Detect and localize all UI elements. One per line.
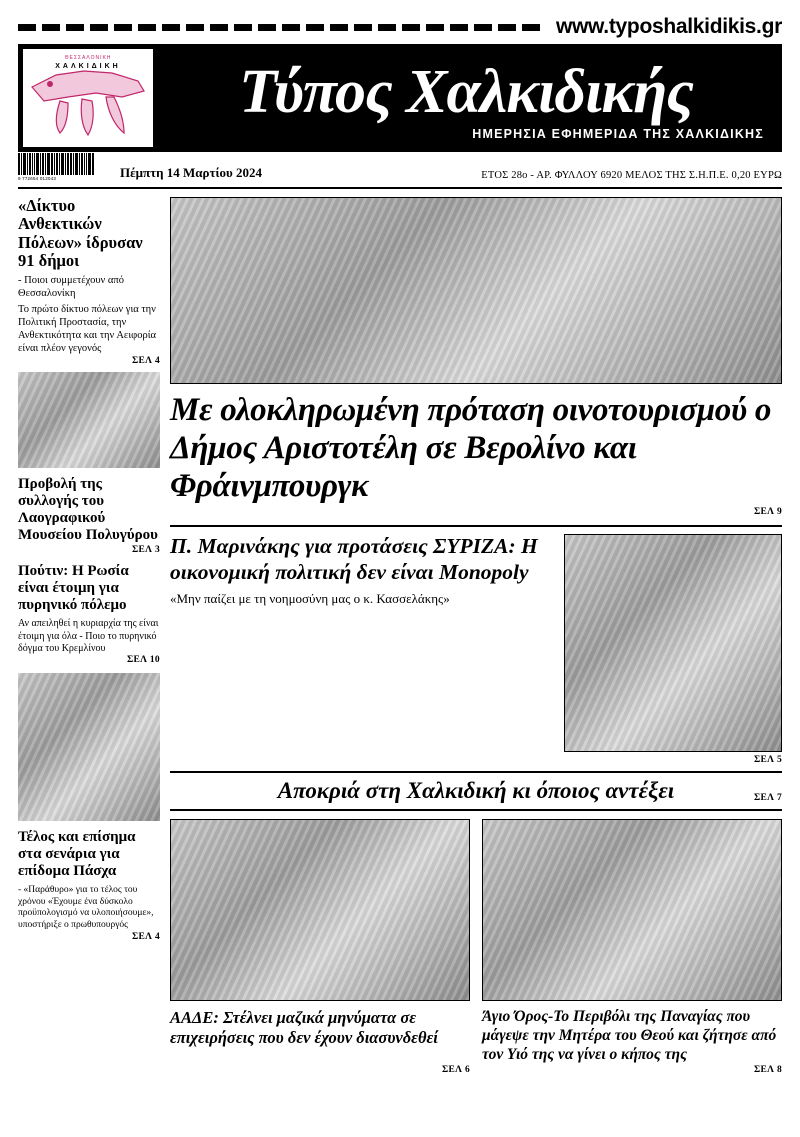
- hero-headline[interactable]: Με ολοκληρωμένη πρόταση οινοτουρισμού ο Δήμος Αριστοτέλη σε Βερολίνο και Φράινμπουργκ: [170, 392, 772, 504]
- museum-photo: [18, 372, 160, 468]
- left-item3-page-ref: ΣΕΛ 10: [126, 654, 160, 665]
- dash-rule: [18, 24, 540, 31]
- money-hands-photo: [18, 673, 160, 821]
- top-bar: [18, 14, 782, 40]
- mid-article: [170, 525, 782, 773]
- carnival-band: [170, 773, 782, 811]
- mid-page-ref: ΣΕΛ 5: [754, 755, 782, 766]
- bottom-right-page-ref: ΣΕΛ 8: [754, 1065, 782, 1075]
- bottom-right-headline[interactable]: Άγιο Όρος-Το Περιβόλι της Παναγίας που μάγεψε την Μητέρα του Θεού και ζήτησε από τον Υιό της να γίνει ο κήπος της: [482, 1008, 777, 1064]
- issue-meta: ΕΤΟΣ 28ο - ΑΡ. ΦΥΛΛΟΥ 6920 ΜΕΛΟΣ ΤΗΣ Σ.Η.Π.Ε. 0,20 ΕΥΡΩ: [481, 170, 782, 181]
- left-lead-subdash: - Ποιοι συμμετέχουν από Θεσσαλονίκη: [18, 274, 124, 299]
- left-item2-page-ref: ΣΕΛ 3: [132, 544, 160, 555]
- left-column: [18, 197, 160, 1075]
- logo-caption-thessaloniki: ΘΕΣΣΑΛΟΝΙΚΗ: [64, 55, 112, 61]
- bottom-left-page-ref: ΣΕΛ 6: [442, 1065, 470, 1075]
- masthead: [18, 44, 782, 152]
- logo-caption-chalkidiki: ΧΑΛΚΙΔΙΚΗ: [55, 63, 121, 70]
- left-item3-body: Αν απειληθεί η κυριαρχία της είναι έτοιμη για όλα - Ποιο το πυρηνικό δόγμα του Κρεμλίνου: [18, 618, 159, 654]
- left-lead-headline[interactable]: «Δίκτυο Ανθεκτικών Πόλεων» ίδρυσαν 91 δήμοι: [18, 196, 143, 271]
- bottom-left-footer: [170, 1065, 470, 1075]
- band-title[interactable]: Αποκριά στη Χαλκιδική κι όποιος αντέξει: [277, 778, 675, 804]
- left-item2-headline[interactable]: Προβολή της συλλογής του Λαογραφικού Μουσείου Πολυγύρου: [18, 475, 158, 544]
- left-lead-body: Το πρώτο δίκτυο πόλεων για την Πολιτική Προστασία, την Ανθεκτικότητα και την Αειφορία είναι πλέον γεγονός: [18, 304, 157, 354]
- left-item4-body: - «Παράθυρο» για το τέλος του χρόνου «Έχουμε ένα δύσκολο προϋπολογισμό να υλοποιήσουμε», υποστήριξε ο πρωθυπουργός: [18, 884, 154, 931]
- mid-article-text: [170, 534, 554, 765]
- website-url[interactable]: www.typoshalkidikis.gr: [555, 15, 782, 38]
- hero-page-ref: ΣΕΛ 9: [754, 507, 782, 518]
- masthead-title-wrap: [158, 44, 782, 152]
- mid-headline[interactable]: Π. Μαρινάκης για προτάσεις ΣΥΡΙΖΑ: Η οικονομική πολιτική δεν είναι Monopoly: [170, 534, 538, 585]
- left-lead-page-ref: ΣΕΛ 4: [132, 355, 160, 366]
- bottom-left-article: [170, 819, 470, 1075]
- bottom-right-footer: [482, 1065, 782, 1075]
- bottom-left-headline[interactable]: ΑΑΔΕ: Στέλνει μαζικά μηνύματα σε επιχειρήσεις που δεν έχουν διασυνδεθεί: [170, 1008, 438, 1048]
- main-column: [170, 197, 782, 1075]
- paper-subtitle: ΗΜΕΡΗΣΙΑ ΕΦΗΜΕΡΙΔΑ ΤΗΣ ΧΑΛΚΙΔΙΚΗΣ: [472, 127, 764, 141]
- barcode-bars: [18, 153, 110, 175]
- left-item3-headline[interactable]: Πούτιν: Η Ρωσία είναι έτοιμη για πυρηνικό πόλεμο: [18, 562, 129, 614]
- barcode-number: 9 772654 012043: [18, 176, 57, 181]
- band-page-ref: ΣΕΛ 7: [754, 793, 782, 804]
- issue-date: Πέμπτη 14 Μαρτίου 2024: [120, 165, 263, 180]
- paper-title: Τύπος Χαλκιδικής: [239, 58, 693, 126]
- page-content: [18, 197, 782, 1075]
- pos-terminal-photo: [170, 819, 470, 1001]
- officials-group-photo: [170, 197, 782, 384]
- bottom-row: [170, 819, 782, 1075]
- issue-info-row: [18, 155, 782, 189]
- bottom-right-article: [482, 819, 782, 1075]
- spokesperson-podium-photo: [564, 534, 782, 752]
- mount-athos-monastery-photo: [482, 819, 782, 1001]
- left-item4-headline[interactable]: Τέλος και επίσημα στα σενάρια για επίδομα Πάσχα: [18, 828, 136, 880]
- barcode: [18, 153, 110, 183]
- logo-map-chalkidiki: [22, 48, 154, 148]
- left-item4-page-ref: ΣΕΛ 4: [132, 932, 160, 943]
- mid-quote: «Μην παίζει με τη νοημοσύνη μας ο κ. Κασσελάκης»: [170, 590, 450, 606]
